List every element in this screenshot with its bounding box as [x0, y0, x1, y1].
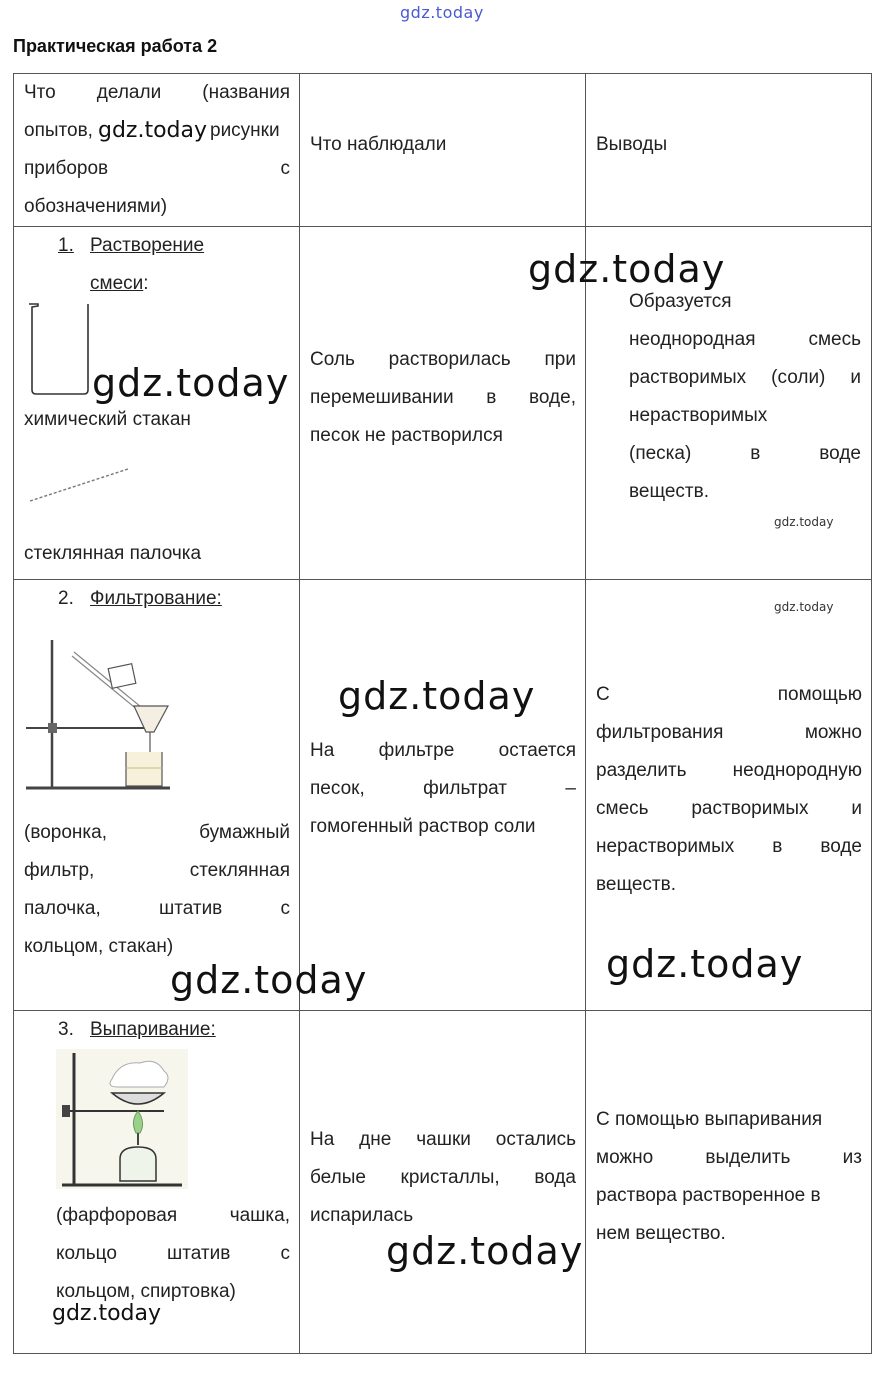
- watermark-text: gdz.today: [52, 1301, 162, 1326]
- conclusion-line: нерастворимых в воде: [596, 836, 862, 857]
- item-number: 3.: [58, 1019, 74, 1040]
- observed-cell: [300, 1011, 586, 1354]
- header-cell-actions: [14, 74, 300, 227]
- observed-line: Соль растворилась при: [310, 349, 576, 370]
- header-line: обозначениями): [24, 196, 168, 217]
- conclusion-line: фильтрования можно: [596, 722, 862, 743]
- observed-line: испарилась: [310, 1205, 414, 1226]
- header-line: Что делали (названия: [24, 82, 290, 103]
- conclusion-line: смесь растворимых и: [596, 798, 862, 819]
- watermark-text: gdz.today: [774, 600, 834, 614]
- conclusion-line: раствора растворенное в: [596, 1185, 821, 1206]
- observed-line: На дне чашки остались: [310, 1129, 576, 1150]
- header-line: опытов,: [24, 120, 93, 141]
- conclusion-line: разделить неоднородную: [596, 760, 862, 781]
- conclusion-line: С помощью: [596, 684, 862, 705]
- watermark-text: gdz.today: [338, 674, 536, 718]
- conclusion-line: нерастворимых: [629, 405, 768, 426]
- equipment-line: кольцом, стакан): [24, 936, 174, 957]
- equipment-line: (воронка, бумажный: [24, 822, 290, 843]
- table-row: [14, 580, 872, 1011]
- watermark-text: gdz.today: [606, 942, 804, 986]
- equipment-line: фильтр, стеклянная: [24, 860, 290, 881]
- conclusion-cell: [586, 580, 872, 1011]
- filtration-apparatus-icon: [22, 636, 172, 796]
- observed-line: гомогенный раствор соли: [310, 816, 536, 837]
- conclusion-line: С помощью выпаривания: [596, 1109, 823, 1130]
- conclusion-line: нем вещество.: [596, 1223, 726, 1244]
- header-line: рисунки: [210, 120, 280, 141]
- observed-line: песок не растворился: [310, 425, 503, 446]
- table-row: [14, 1011, 872, 1354]
- actions-cell: [14, 1011, 300, 1354]
- column-header: Выводы: [596, 134, 668, 155]
- conclusion-cell: [586, 227, 872, 580]
- watermark-text: gdz.today: [170, 958, 368, 1002]
- equipment-label: стеклянная палочка: [24, 543, 202, 564]
- item-title: Выпаривание:: [90, 1019, 216, 1040]
- observed-line: На фильтре остается: [310, 740, 576, 761]
- header-watermark: gdz.today: [400, 3, 484, 22]
- equipment-line: палочка, штатив с: [24, 898, 290, 919]
- item-title: Фильтрование:: [90, 588, 222, 609]
- conclusion-line: растворимых (соли) и: [629, 367, 861, 388]
- observed-line: белые кристаллы, вода: [310, 1167, 576, 1188]
- item-number: 1.: [58, 235, 74, 256]
- conclusion-line: (песка) в воде: [629, 443, 861, 464]
- conclusion-line: Образуется: [629, 291, 732, 312]
- watermark-text: gdz.today: [528, 247, 726, 291]
- actions-cell: [14, 227, 300, 580]
- item-number: 2.: [58, 588, 74, 609]
- equipment-line: (фарфоровая чашка,: [56, 1205, 290, 1226]
- watermark-text: gdz.today: [92, 361, 290, 405]
- table-header-row: [14, 74, 872, 227]
- conclusion-line: можно выделить из: [596, 1147, 862, 1168]
- item-title: смеси:: [90, 273, 149, 294]
- observed-cell: [300, 580, 586, 1011]
- equipment-line: кольцом, спиртовка): [56, 1281, 236, 1302]
- actions-cell: [14, 580, 368, 1011]
- watermark-text: gdz.today: [386, 1229, 584, 1273]
- observed-line: песок, фильтрат –: [310, 778, 576, 799]
- page-title: Практическая работа 2: [13, 36, 218, 56]
- equipment-line: кольцо штатив с: [56, 1243, 290, 1264]
- watermark-text: gdz.today: [98, 118, 208, 143]
- watermark-text: gdz.today: [774, 515, 834, 529]
- conclusion-line: веществ.: [629, 481, 710, 502]
- beaker-icon: [26, 302, 96, 397]
- column-header: Что наблюдали: [310, 134, 447, 155]
- header-cell-observed: [300, 74, 586, 227]
- header-cell-conclusions: [586, 74, 872, 227]
- evaporation-apparatus-icon: [56, 1049, 188, 1189]
- glass-rod-icon: [28, 465, 133, 505]
- observed-line: перемешивании в воде,: [310, 387, 576, 408]
- conclusion-line: веществ.: [596, 874, 677, 895]
- item-title: Растворение: [90, 235, 205, 256]
- conclusion-line: неоднородная смесь: [629, 329, 861, 350]
- results-table: [13, 73, 872, 1354]
- conclusion-cell: [586, 1011, 872, 1354]
- header-line: приборов с: [24, 158, 290, 179]
- table-row: [14, 227, 872, 580]
- equipment-label: химический стакан: [24, 409, 191, 430]
